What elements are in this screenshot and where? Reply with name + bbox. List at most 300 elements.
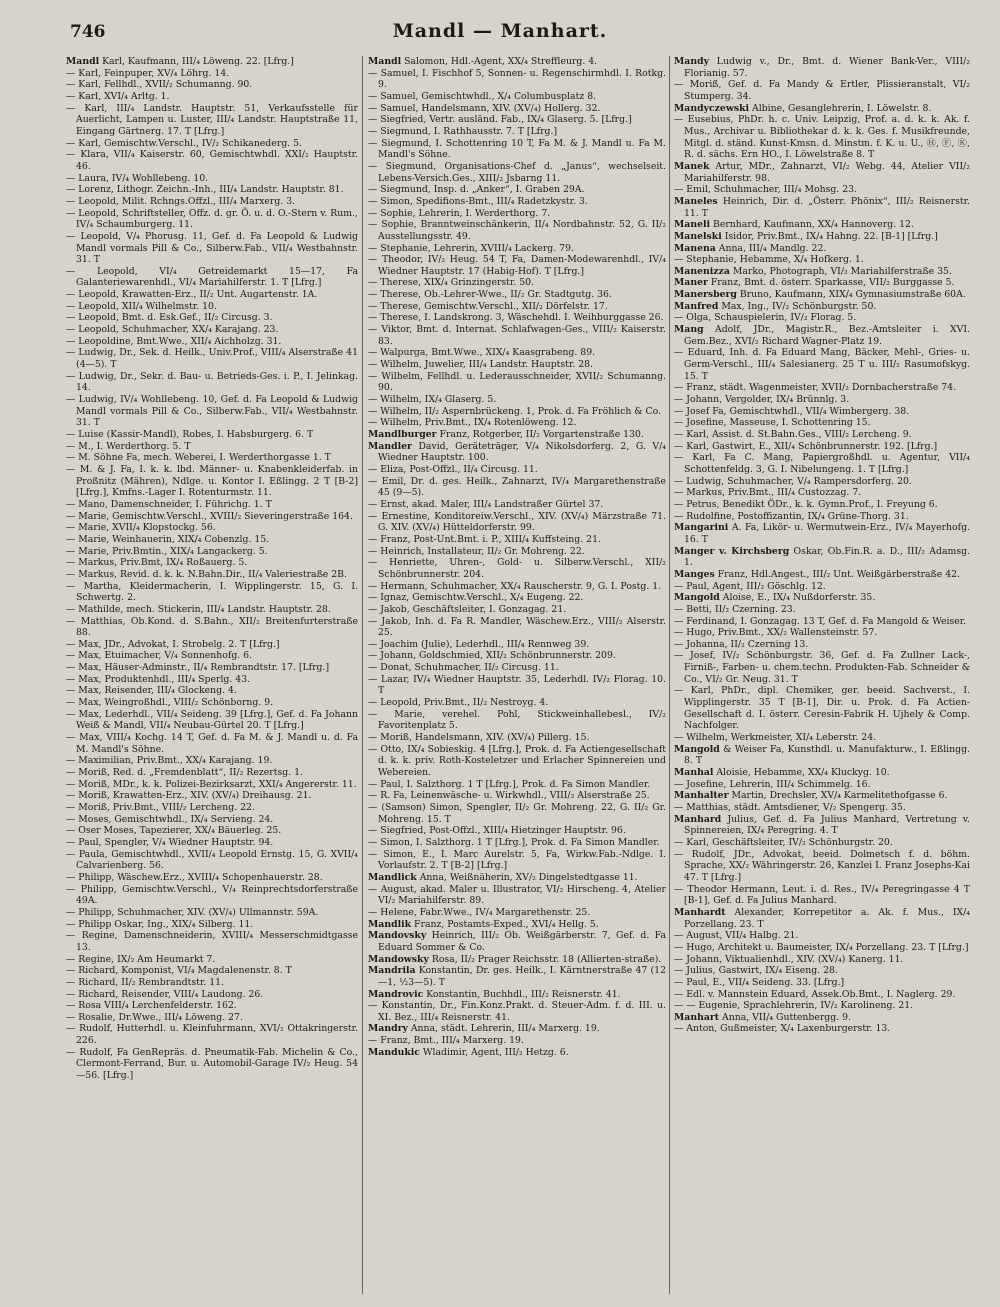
entry-text: — Simon, I. Salzthorg. 1 T [Lfrg.], Prok. d. Fa Simon Mandler.	[368, 836, 660, 848]
directory-entry	[368, 1047, 666, 1059]
entry-text: — Wilhelm, Fellhdl. u. Lederausschneider, XVII/₂ Schumanng. 90.	[368, 370, 666, 394]
directory-entry	[66, 347, 358, 370]
entry-surname: Mandlik	[368, 918, 412, 930]
directory-entry	[66, 930, 358, 953]
directory-entry	[674, 277, 970, 289]
directory-entry	[674, 114, 970, 161]
directory-entry	[66, 1012, 358, 1024]
directory-entry	[674, 219, 970, 231]
directory-entry	[368, 56, 666, 68]
entry-surname: Manfred	[674, 300, 719, 312]
entry-text: — Regine, Damenschneiderin, XVIII/₄ Messerschmidtgasse 13.	[66, 930, 358, 953]
directory-entry	[66, 919, 358, 931]
entry-text: — Martha, Kleidermacherin, I. Wipplingerstr. 15, G. I. Schwertg. 2.	[66, 580, 358, 604]
directory-column-2	[368, 56, 666, 1296]
entry-text: & Weiser Fa, Kunsthdl. u. Manufakturw., I. Eßlingg. 8. T	[684, 743, 970, 767]
directory-entry	[66, 336, 358, 348]
entry-text: — Theodor, IV/₂ Heug. 54 T, Fa, Damen-Modewarenhdl., IV/₄ Wiedner Hauptstr. 17 (Habig-Hof). T [Lfrg.]	[368, 254, 666, 277]
entry-text: — Konstantin, Dr., Fin.Konz.Prakt. d. Steuer-Adm. f. d. III. u. XI. Bez., III/₄ Reisnerstr. 41.	[368, 1000, 666, 1023]
directory-entry	[674, 1012, 970, 1024]
directory-entry	[674, 452, 970, 475]
entry-surname: Mangold	[674, 743, 720, 755]
entry-text: Heinrich, Dir. d. „Österr. Phönix“, III/₂ Reisnerstr. 11. T	[684, 195, 970, 219]
directory-entry	[368, 499, 666, 511]
entry-text: — Sophie, Branntweinschänkerin, II/₄ Nordbahnstr. 52, G. II/₂ Ausstellungsstr. 49.	[368, 219, 666, 242]
entry-text: — Johann, Viktualienhdl., XIV. (XV/₄) Kanerg. 11.	[674, 953, 904, 965]
directory-entry	[674, 184, 970, 196]
directory-entry	[368, 884, 666, 907]
entry-text: Karl, Kaufmann, III/₄ Löweng. 22. [Lfrg.]	[99, 56, 294, 67]
directory-entry	[674, 604, 970, 616]
directory-entry	[674, 884, 970, 907]
directory-entry	[674, 79, 970, 102]
entry-text: Anna, städt. Lehrerin, III/₄ Marxerg. 19.	[407, 1023, 600, 1035]
directory-entry	[66, 149, 358, 172]
directory-entry	[66, 138, 358, 150]
entry-surname: Mandl	[66, 56, 100, 67]
entry-text: Aloisie, Hebamme, XX/₄ Kluckyg. 10.	[713, 767, 890, 779]
directory-entry	[674, 767, 970, 779]
directory-entry	[368, 802, 666, 825]
entry-text: — Richard, Reisender, VIII/₄ Laudong. 26.	[66, 988, 264, 1000]
entry-text: — Markus, Revid. d. k. k. N.Bahn.Dir., II/₄ Valeriestraße 2B.	[66, 568, 347, 580]
entry-text: — Eduard, Inh. d. Fa Eduard Mang, Bäcker, Mehl-, Gries- u. Germ-Verschl., III/₄ Salesianerg. 25 T u. III/₂ Rasumofskyg. 15. T	[674, 347, 970, 382]
directory-entry	[66, 755, 358, 767]
entry-text: — Ernestine, Konditoreiw.Verschl., XIV. (XV/₄) Märzstraße 71. G. XIV. (XV/₄) Hütteldorferstr. 99.	[368, 510, 666, 534]
page-number: 746	[70, 22, 106, 42]
entry-text: — Luise (Kassir-Mandl), Robes, I. Habsburgerg. 6. T	[66, 429, 314, 440]
directory-entry	[368, 301, 666, 313]
entry-text: — Johann, Vergolder, IX/₄ Brünnlg. 3.	[674, 394, 850, 406]
directory-entry	[368, 907, 666, 919]
entry-surname: Manhal	[674, 767, 714, 779]
entry-text: — Leopoldine, Bmt.Wwe., XII/₄ Aichholzg. 31.	[66, 335, 282, 347]
directory-entry	[66, 1047, 358, 1082]
entry-surname: Mandlburger	[368, 429, 437, 440]
entry-text: — (Samson) Simon, Spengler, II/₂ Gr. Mohreng. 22, G. II/₂ Gr. Mohreng. 15. T	[368, 802, 666, 825]
directory-entry	[66, 965, 358, 977]
directory-entry	[368, 849, 666, 872]
entry-surname: Mandowsky	[368, 953, 429, 965]
entry-text: Bernhard, Kaufmann, XX/₄ Hannoverg. 12.	[710, 219, 914, 231]
entry-surname: Mangarini	[674, 522, 729, 534]
directory-entry	[66, 79, 358, 91]
directory-entry	[674, 977, 970, 989]
directory-entry	[674, 790, 970, 802]
directory-entry	[66, 429, 358, 441]
entry-surname: Mandl	[368, 56, 402, 67]
directory-entry	[66, 977, 358, 989]
entry-text: — R. Fa, Leinenwäsche- u. Wirkwhdl., VIII/₂ Alserstraße 25.	[368, 790, 650, 802]
entry-text: — Eliza, Post-Offzl., II/₄ Circusg. 11.	[368, 463, 538, 475]
directory-entry	[66, 569, 358, 581]
entry-text: — Franz, Post-Unt.Bmt. i. P., XIII/₄ Kuffsteing. 21.	[368, 533, 601, 545]
directory-entry	[66, 872, 358, 884]
entry-text: — Joachim (Julie), Lederhdl., III/₄ Rennweg 39.	[368, 638, 590, 650]
directory-entry	[368, 989, 666, 1001]
entry-text: — Samuel, Gemischtwhdl., X/₄ Columbusplatz 8.	[368, 90, 597, 102]
entry-text: Rosa, II/₂ Prager Reichsstr. 18 (Allierten-straße).	[428, 953, 662, 965]
directory-entry	[66, 441, 358, 453]
directory-entry	[368, 161, 666, 184]
entry-text: — Marie, Priv.Bmtin., XIX/₄ Langackerg. 5.	[66, 545, 268, 557]
column-divider	[669, 56, 670, 1294]
entry-text: Franz, Bmt. d. österr. Sparkasse, VII/₂ Burggasse 5.	[707, 277, 955, 289]
entry-text: — Markus, Priv.Bmt, IX/₄ Roßauerg. 5.	[66, 557, 248, 569]
directory-entry	[368, 243, 666, 255]
directory-entry	[674, 243, 970, 255]
directory-entry	[674, 406, 970, 418]
directory-entry	[66, 837, 358, 849]
directory-entry	[674, 1023, 970, 1035]
entry-text: — M. Söhne Fa, mech. Weberei, I. Werderthorgasse 1. T	[66, 452, 331, 464]
entry-text: — Rudolf, Fa GenRepräs. d. Pneumatik-Fab. Michelin & Co., Clermont-Ferrand, Bur. u. Automobil-Garage IV/₂ Heug. 54—56. [Lfrg.]	[66, 1046, 358, 1082]
directory-entry	[368, 546, 666, 558]
entry-text: — M. & J. Fa, I. k. k. lbd. Männer- u. Knabenkleiderfab. in Proßnitz (Mähren), Ndlge. u. Kontor I. Eßlingg. 2 T [B-2] [Lfrg.], Kmfns.-Lager I. Rotenturmstr. 11.	[66, 463, 358, 499]
entry-text: — Moriß, Priv.Bmt., VIII/₂ Lercheng. 22.	[66, 802, 255, 813]
directory-entry	[368, 103, 666, 115]
entry-text: — Philipp Oskar, Ing., XIX/₄ Silberg. 11.	[66, 918, 254, 930]
directory-entry	[368, 1035, 666, 1047]
entry-text: — Petrus, Benedikt ÖDr., k. k. Gymn.Prof., I. Freyung 6.	[674, 498, 938, 510]
directory-entry	[674, 546, 970, 569]
entry-text: — Josef, IV/₂ Schönburgstr. 36, Gef. d. Fa Zullner Lack-, Firniß-, Farben- u. chem.techn. Produkten-Fab. Schneider & Co., VI/₂ Gr. Neug. 31. T	[674, 650, 970, 685]
entry-text: — Siegfried, Post-Offzl., XIII/₄ Hietzinger Hauptstr. 96.	[368, 825, 626, 837]
entry-text: — Max, JDr., Advokat, I. Strobelg. 2. T [Lfrg.]	[66, 638, 280, 650]
directory-entry	[674, 487, 970, 499]
directory-entry	[674, 499, 970, 511]
directory-entry	[66, 56, 358, 68]
entry-text: Max, Ing., IV/₂ Schönburgstr. 50.	[718, 300, 877, 312]
directory-entry	[66, 394, 358, 429]
directory-entry	[674, 429, 970, 441]
entry-text: — Josefine, Lehrerin, III/₄ Schimmelg. 16.	[674, 778, 871, 790]
directory-entry	[368, 68, 666, 91]
entry-text: — Leopold, Krawatten-Erz., II/₂ Unt. Augartenstr. 1A.	[66, 289, 318, 301]
directory-entry	[66, 825, 358, 837]
directory-entry	[674, 954, 970, 966]
directory-entry	[368, 639, 666, 651]
entry-text: — Olga, Schauspielerin, IV/₂ Florag. 5.	[674, 312, 857, 324]
entry-surname: Manhard	[674, 813, 722, 825]
directory-entry	[66, 534, 358, 546]
directory-entry	[66, 312, 358, 324]
entry-text: — Marie, Gemischtw.Verschl., XVIII/₂ Sieveringerstraße 164.	[66, 510, 353, 522]
entry-text: — Sophie, Lehrerin, I. Werderthorg. 7.	[368, 207, 551, 219]
entry-text: — Leopold, XII/₄ Wilhelmstr. 10.	[66, 300, 217, 312]
entry-text: — Theodor Hermann, Leut. i. d. Res., IV/₄ Peregringasse 4 T [B-1], Gef. d. Fa Julius Manhard.	[674, 883, 970, 907]
entry-surname: Manersberg	[674, 289, 737, 301]
column-divider	[362, 56, 363, 1294]
entry-surname: Maner	[674, 277, 708, 289]
entry-text: — Maximilian, Priv.Bmt., XX/₄ Karajang. 19.	[66, 755, 273, 767]
directory-entry	[66, 1000, 358, 1012]
directory-entry	[66, 884, 358, 907]
entry-text: — Leopold, Priv.Bmt., II/₂ Nestroyg. 4.	[368, 697, 549, 709]
directory-entry	[368, 592, 666, 604]
directory-entry	[66, 1023, 358, 1046]
entry-text: — Stephanie, Lehrerin, XVIII/₄ Lackerg. 79.	[368, 242, 574, 254]
directory-entry	[368, 114, 666, 126]
entry-text: — August, akad. Maler u. Illustrator, VI/₂ Hirscheng. 4, Atelier VI/₂ Mariahilferstr. 89.	[368, 883, 666, 907]
directory-entry	[674, 347, 970, 382]
entry-text: Wladimir, Agent, III/₂ Hetzg. 6.	[419, 1046, 569, 1058]
entry-text: — Wilhelm, Juwelier, III/₄ Landstr. Hauptstr. 28.	[368, 359, 594, 371]
entry-text: — Rosa VIII/₄ Lerchenfelderstr. 162.	[66, 1000, 237, 1012]
entry-text: Artur, MDr., Zahnarzt, VI/₂ Webg. 44, Atelier VII/₂ Mariahilferstr. 98.	[684, 160, 970, 184]
directory-entry	[368, 616, 666, 639]
page-header	[0, 22, 1000, 52]
entry-text: — Paul, E., VII/₄ Seideng. 33. [Lfrg.]	[674, 976, 845, 988]
directory-entry	[66, 814, 358, 826]
entry-surname: Mandrovic	[368, 988, 424, 1000]
directory-entry	[368, 1023, 666, 1035]
entry-text: — Wilhelm, II/₂ Aspernbrückeng. 1, Prok. d. Fa Fröhlich & Co.	[368, 405, 662, 417]
entry-surname: Mandler	[368, 440, 412, 452]
directory-entry	[674, 779, 970, 791]
entry-text: — Ernst, akad. Maler, III/₄ Landstraßer Gürtel 37.	[368, 498, 604, 510]
directory-entry	[66, 266, 358, 289]
entry-text: — Siegmund, Organisations-Chef d. „Janus“, wechselseit. Lebens-Versich.Ges., XIII/₂ Jsbarng 11.	[368, 160, 666, 184]
directory-entry	[368, 126, 666, 138]
entry-text: — Wilhelm, IX/₄ Glaserg. 5.	[368, 394, 497, 406]
directory-entry	[66, 954, 358, 966]
entry-text: — Paula, Gemischtwhdl., XVII/₄ Leopold Ernstg. 15, G. XVII/₄ Calvarienberg. 56.	[66, 848, 358, 872]
directory-entry	[368, 312, 666, 324]
entry-text: Salomon, Hdl.-Agent, XX/₄ Streffleurg. 4.	[401, 56, 598, 67]
entry-text: — Moriß, Krawatten-Erz., XIV. (XV/₄) Dreihausg. 21.	[66, 790, 312, 802]
entry-text: — Laura, IV/₄ Wohllebeng. 10.	[66, 172, 209, 184]
directory-entry	[66, 522, 358, 534]
directory-entry	[674, 312, 970, 324]
entry-text: — Viktor, Bmt. d. Internat. Schlafwagen-Ges., VIII/₂ Kaiserstr. 83.	[368, 324, 666, 347]
directory-entry	[66, 301, 358, 313]
entry-text: — Mathilde, mech. Stickerin, III/₄ Landstr. Hauptstr. 28.	[66, 603, 331, 615]
entry-text: — Philipp, Wäschew.Erz., XVIII/₄ Schopenhauerstr. 28.	[66, 871, 323, 883]
entry-text: — Walpurga, Bmt.Wwe., XIX/₄ Kaasgrabeng. 89.	[368, 347, 596, 359]
entry-text: — Rudolf, Hutterhdl. u. Kleinfuhrmann, XVI/₂ Ottakringerstr. 226.	[66, 1023, 358, 1047]
entry-text: — Karl, Assist. d. St.Bahn.Ges., VIII/₂ Lercheng. 9.	[674, 429, 912, 440]
directory-entry	[66, 639, 358, 651]
entry-text: — Helene, Fabr.Wwe., IV/₄ Margarethenstr. 25.	[368, 906, 591, 918]
directory-entry	[368, 359, 666, 371]
directory-entry	[674, 849, 970, 884]
directory-entry	[66, 767, 358, 779]
entry-surname: Manelski	[674, 230, 722, 242]
entry-text: Ludwig v., Dr., Bmt. d. Wiener Bank-Ver., VIII/₂ Florianig. 57.	[684, 56, 970, 79]
directory-entry	[66, 989, 358, 1001]
directory-entry	[66, 464, 358, 499]
directory-entry	[66, 324, 358, 336]
entry-text: — Karl, III/₄ Landstr. Hauptstr. 51, Verkaufsstelle für Auerlicht, Lampen u. Luster, III/₄ Landstr. Hauptstraße 11, Eingang Gärtnerg. 17. T [Lfrg.]	[66, 102, 358, 137]
entry-text: — Leopold, Milit. Rchngs.Offzl., III/₄ Marxerg. 3.	[66, 195, 296, 207]
entry-text: Franz, Hdl.Angest., III/₂ Unt. Weißgärberstraße 42.	[714, 568, 961, 580]
directory-entry	[674, 650, 970, 685]
entry-text: Oskar, Ob.Fin.R. a. D., III/₂ Adamsg. 1.	[684, 545, 970, 569]
entry-text: A. Fa, Likör- u. Wermutwein-Erz., IV/₄ Mayerhofg. 16. T	[684, 522, 970, 545]
entry-text: — Rudolfine, Postoffizantin, IX/₄ Grüne-Thorg. 31.	[674, 510, 909, 522]
entry-text: — Johanna, II/₂ Czerning 13.	[674, 638, 809, 650]
directory-entry	[66, 208, 358, 231]
directory-entry	[66, 103, 358, 138]
entry-text: — Samuel, I. Fischhof 5, Sonnen- u. Regenschirmhdl. I. Rotkg. 9.	[368, 67, 666, 91]
directory-entry	[674, 522, 970, 545]
entry-text: — Josef Fa, Gemischtwhdl., VII/₄ Wimbergerg. 38.	[674, 405, 910, 417]
directory-entry	[368, 254, 666, 277]
entry-text: — Therese, XIX/₄ Grinzingerstr. 50.	[368, 277, 535, 289]
entry-text: — Markus, Priv.Bmt., III/₄ Custozzag. 7.	[674, 487, 862, 499]
entry-text: Anna, Weißnäherin, XV/₂ Dingelstedtgasse 11.	[416, 871, 638, 883]
directory-entry	[368, 557, 666, 580]
entry-text: — Julius, Gastwirt, IX/₄ Eiseng. 28.	[674, 965, 838, 977]
entry-text: David, Geräteträger, V/₄ Nikolsdorferg. 2, G. V/₄ Wiedner Hauptstr. 100.	[378, 440, 666, 464]
entry-text: Albine, Gesanglehrerin, I. Löwelstr. 8.	[749, 102, 932, 114]
directory-entry	[674, 289, 970, 301]
entry-text: — Eusebius, PhDr. h. c. Univ. Leipzig, Prof. a. d. k. k. Ak. f. Mus., Archivar u. Bibliothekar d. k. k. Ges. f. Musikfreunde, Mitgl. d. ständ. Kunst-Kmsn. d. Minstm. f. K. u. U., Ⓗ, Ⓕ, Ⓚ, R. d. sächs. Ern HO., I. Löwelstraße 8. T	[674, 114, 970, 161]
entry-text: — Moses, Gemischtwhdl., IX/₄ Servieng. 24.	[66, 813, 274, 825]
directory-entry	[674, 942, 970, 954]
entry-text: Konstantin, Buchhdl., III/₂ Reisnerstr. 41.	[423, 988, 621, 1000]
entry-text: — Leopold, V/₄ Phorusg. 11, Gef. d. Fa Leopold & Ludwig Mandl vormals Pill & Co., Silberw.Fab., VII/₄ Westbahnstr. 31. T	[66, 230, 358, 266]
entry-text: — Karl, Fellhdl., XVII/₂ Schumanng. 90.	[66, 79, 253, 91]
directory-entry	[368, 184, 666, 196]
directory-entry	[368, 650, 666, 662]
directory-entry	[368, 954, 666, 966]
directory-entry	[66, 231, 358, 266]
directory-entry	[674, 744, 970, 767]
directory-entry	[66, 662, 358, 674]
entry-text: — Rudolf, JDr., Advokat, beeid. Dolmetsch f. d. böhm. Sprache, XX/₂ Währingerstr. 26, Kanzlei I. Franz Josephs-Kai 47. T [Lfrg.]	[674, 848, 970, 883]
directory-column-1	[66, 56, 358, 1296]
directory-entry	[66, 511, 358, 523]
entry-text: — Heinrich, Installateur, II/₂ Gr. Mohreng. 22.	[368, 545, 585, 557]
directory-entry	[368, 744, 666, 779]
entry-text: — Max, Etuimacher, V/₄ Sonnenhofg. 6.	[66, 650, 253, 662]
entry-text: — Marie, Weinhauerin, XIX/₄ Cobenzlg. 15.	[66, 533, 270, 545]
entry-surname: Manhalter	[674, 790, 729, 802]
directory-entry	[674, 476, 970, 488]
entry-text: — Hermann, Schuhmacher, XX/₄ Rauscherstr. 9, G. I. Postg. 1.	[368, 580, 662, 592]
directory-entry	[66, 546, 358, 558]
entry-text: — Emil, Schuhmacher, III/₄ Mohsg. 23.	[674, 184, 857, 196]
page-title: Mandl — Manhart.	[392, 20, 608, 42]
directory-entry	[674, 837, 970, 849]
directory-entry	[368, 732, 666, 744]
directory-entry	[368, 138, 666, 161]
entry-text: — Karl, Fa C. Mang, Papiergroßhdl. u. Agentur, VII/₄ Schottenfeldg. 3, G. I. Nibelungeng. 1. T [Lfrg.]	[674, 452, 970, 475]
directory-entry	[368, 91, 666, 103]
entry-text: — Betti, II/₂ Czerning. 23.	[674, 603, 796, 615]
entry-text: Martin, Drechsler, XV/₄ Karmelitethofgasse 6.	[728, 790, 948, 802]
directory-entry	[368, 779, 666, 791]
entry-text: — Lorenz, Lithogr. Zeichn.-Inh., III/₄ Landstr. Hauptstr. 81.	[66, 184, 344, 196]
directory-entry	[66, 849, 358, 872]
entry-surname: Manena	[674, 242, 716, 254]
entry-text: — Franz, Bmt., III/₄ Marxerg. 19.	[368, 1035, 524, 1047]
entry-text: — Emil, Dr. d. ges. Heilk., Zahnarzt, IV/₄ Margarethenstraße 45 (9—5).	[368, 475, 666, 499]
directory-entry	[368, 825, 666, 837]
entry-text: — Simon, Spedifions-Bmt., III/₄ Radetzkystr. 3.	[368, 195, 588, 207]
entry-text: — Karl, Gastwirt, E., XII/₄ Schönbrunnerstr. 192. [Lfrg.]	[674, 440, 938, 452]
entry-text: — Mano, Damenschneider, I. Führichg. 1. T	[66, 498, 272, 510]
entry-text: — M., I. Werderthorg. 5. T	[66, 440, 191, 452]
directory-entry	[368, 674, 666, 697]
entry-text: — Max, Häuser-Adminstr., II/₄ Rembrandtstr. 17. [Lfrg.]	[66, 662, 330, 674]
entry-surname: Maneles	[674, 195, 718, 207]
entry-text: — Wilhelm, Priv.Bmt., IX/₄ Rotenlöweng. 12.	[368, 417, 577, 429]
directory-entry	[368, 208, 666, 220]
directory-entry	[66, 674, 358, 686]
entry-text: — Moriß, Red. d. „Fremdenblatt“, II/₂ Rezertsg. 1.	[66, 767, 303, 779]
entry-text: Isidor, Priv.Bmt., IX/₄ Hahng. 22. [B-1] [Lfrg.]	[721, 230, 938, 242]
entry-text: — Ludwig, Schuhmacher, V/₄ Rampersdorferg. 20.	[674, 475, 912, 487]
entry-text: Bruno, Kaufmann, XIX/₄ Gymnasiumstraße 60A.	[736, 289, 966, 301]
entry-text: — Simon, E., I. Marc Aurelstr. 5, Fa, Wirkw.Fab.-Ndlge. I. Vorlaufstr. 2. T [B-2] [Lfrg.]	[368, 848, 666, 872]
entry-text: — Paul, Agent, III/₂ Göschlg. 12.	[674, 580, 826, 592]
directory-entry	[674, 930, 970, 942]
entry-text: — Leopold, VI/₄ Getreidemarkt 15—17, Fa Galanteriewarenhdl., VI/₄ Mariahilferstr. 1. T [Lfrg.]	[66, 265, 358, 289]
directory-entry	[66, 557, 358, 569]
directory-entry	[674, 639, 970, 651]
entry-surname: Mandovsky	[368, 930, 427, 942]
entry-text: — Moriß, Gef. d. Fa Mandy & Ertler, Plissieranstalt, VI/₂ Stumperg. 34.	[674, 79, 970, 102]
entry-text: — Karl, PhDr., dipl. Chemiker, ger. beeid. Sachverst., I. Wipplingerstr. 35 T [B-1], Dir. u. Prok. d. Fa Actien-Gesellschaft d. I. österr. Ceresin-Fabrik H. Ujhely & Comp. Nachfolger.	[674, 685, 970, 732]
entry-text: — Jakob, Geschäftsleiter, I. Gonzagag. 21.	[368, 603, 567, 615]
directory-entry	[674, 196, 970, 219]
entry-text: Anna, VII/₄ Guttenbergg. 9.	[719, 1011, 851, 1023]
entry-text: — Paul, Spengler, V/₄ Wiedner Hauptstr. 94.	[66, 836, 274, 848]
entry-surname: Mandukic	[368, 1046, 420, 1058]
entry-surname: Manenizza	[674, 265, 730, 277]
entry-surname: Mandry	[368, 1023, 408, 1035]
directory-entry	[674, 627, 970, 639]
directory-entry	[674, 989, 970, 1001]
directory-entry	[674, 511, 970, 523]
entry-text: — Lazar, IV/₄ Wiedner Hauptstr. 35, Lederhdl. IV/₂ Florag. 10. T	[368, 673, 666, 697]
directory-entry	[674, 301, 970, 313]
directory-entry	[66, 732, 358, 755]
directory-entry	[674, 254, 970, 266]
directory-entry	[66, 68, 358, 80]
directory-entry	[368, 837, 666, 849]
entry-text: Adolf, JDr., Magistr.R., Bez.-Amtsleiter i. XVI. Gem.Bez., XVI/₂ Richard Wagner-Platz 19.	[684, 324, 970, 347]
directory-entry	[674, 266, 970, 278]
entry-text: Franz, Postamts-Exped., XVI/₄ Hellg. 5.	[411, 918, 599, 930]
entry-text: — August, VII/₄ Halbg. 21.	[674, 930, 799, 942]
entry-text: — Stephanie, Hebamme, X/₄ Hofkerg. 1.	[674, 254, 864, 266]
directory-entry	[674, 965, 970, 977]
directory-entry	[368, 347, 666, 359]
directory-entry	[368, 965, 666, 988]
entry-text: Konstantin, Dr. ges. Heilk., I. Kärntnerstraße 47 (12—1, ½3—5). T	[378, 965, 666, 988]
entry-text: — Samuel, Handelsmann, XIV. (XV/₄) Hollerg. 32.	[368, 102, 601, 114]
directory-entry	[368, 662, 666, 674]
entry-text: — Wilhelm, Werkmeister, XI/₄ Leberstr. 24.	[674, 732, 877, 744]
entry-surname: Mang	[674, 324, 704, 336]
entry-surname: Mandy	[674, 56, 709, 67]
entry-surname: Manges	[674, 568, 715, 580]
directory-entry	[368, 406, 666, 418]
directory-entry	[368, 196, 666, 208]
directory-entry	[66, 196, 358, 208]
entry-surname: Mandyczewski	[674, 102, 750, 114]
entry-text: — Franz, städt. Wagenmeister, XVII/₂ Dornbacherstraße 74.	[674, 382, 957, 394]
directory-entry	[368, 604, 666, 616]
entry-text: — Siegmund, I. Rathhausstr. 7. T [Lfrg.]	[368, 125, 558, 137]
entry-text: — Philipp, Gemischtw.Verschl., V/₄ Reinprechtsdorferstraße 49A.	[66, 883, 358, 907]
entry-text: — Moriß, Handelsmann, XIV. (XV/₄) Pillerg. 15.	[368, 732, 590, 744]
entry-text: — Leopold, Schuhmacher, XX/₄ Karajang. 23.	[66, 324, 279, 336]
